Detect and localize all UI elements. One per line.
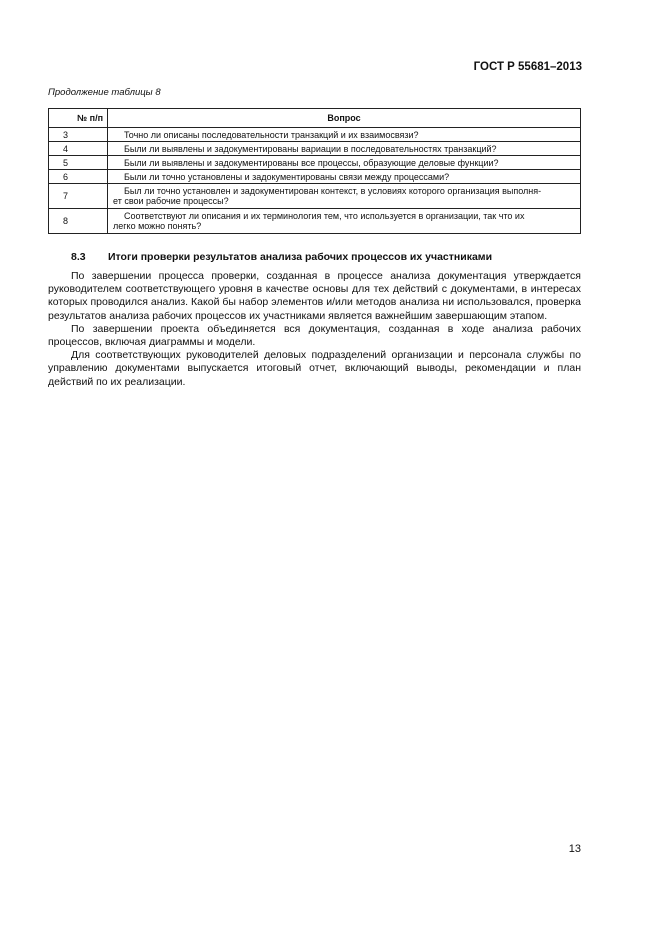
questions-table — [48, 108, 581, 234]
row-question: Были ли выявлены и задокументированы вариации в последовательностях транзакций? — [108, 142, 581, 156]
column-header-question: Вопрос — [108, 109, 581, 128]
table-row — [49, 170, 581, 184]
row-number: 4 — [49, 142, 108, 156]
section-title: Итоги проверки результатов анализа рабочих процессов их участниками — [108, 251, 493, 263]
table-row — [49, 156, 581, 170]
row-question: Точно ли описаны последовательности транзакций и их взаимосвязи? — [108, 128, 581, 142]
row-question — [108, 209, 581, 234]
row-question-line: Соответствуют ли описания и их терминология тем, что используется в организации, так что их — [124, 211, 525, 221]
row-number: 7 — [49, 184, 108, 209]
paragraph: По завершении процесса проверки, созданная в процессе анализа документация утверждается руководителем соответствующего уровня в качестве основы для тех действий с документами, в интересах которых проводился анализ. Какой бы набор элементов и/или методов анализа ни использовался, проверка результатов анализа рабочих процессов их участниками является важнейшим завершающим этапом. — [48, 270, 581, 322]
table-row — [49, 142, 581, 156]
table-row — [49, 128, 581, 142]
row-question-line: Был ли точно установлен и задокументирован контекст, в условиях которого организация выполня- — [124, 186, 542, 196]
table-row — [49, 209, 581, 234]
row-number: 3 — [49, 128, 108, 142]
row-question: Были ли точно установлены и задокументированы связи между процессами? — [108, 170, 581, 184]
row-question — [108, 184, 581, 209]
row-number: 8 — [49, 209, 108, 234]
row-number: 5 — [49, 156, 108, 170]
standard-code: ГОСТ Р 55681–2013 — [473, 61, 582, 73]
row-question-line: легко можно понять? — [113, 221, 202, 231]
row-question: Были ли выявлены и задокументированы все процессы, образующие деловые функции? — [108, 156, 581, 170]
row-question-line: ет свои рабочие процессы? — [113, 196, 229, 206]
page-number: 13 — [568, 843, 581, 855]
section-number: 8.3 — [71, 251, 86, 263]
body-text — [48, 270, 581, 389]
row-number: 6 — [49, 170, 108, 184]
section-heading — [71, 251, 492, 263]
paragraph: Для соответствующих руководителей деловых подразделений организации и персонала службы по управлению документами выпускается итоговый отчет, включающий выводы, рекомендации и план действий по их реализации. — [48, 349, 581, 388]
column-header-number: № п/п — [49, 109, 108, 128]
paragraph: По завершении проекта объединяется вся документация, созданная в ходе анализа рабочих процессов, включая диаграммы и модели. — [48, 322, 581, 349]
table-caption: Продолжение таблицы 8 — [48, 87, 161, 98]
table-row — [49, 184, 581, 209]
